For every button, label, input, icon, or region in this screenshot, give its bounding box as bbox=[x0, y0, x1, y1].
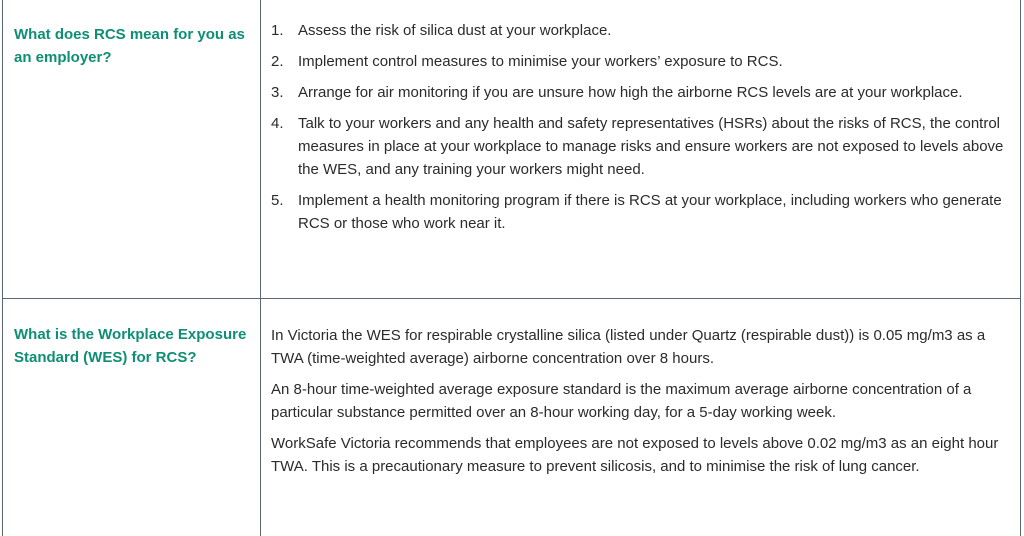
table-row bbox=[3, 299, 1021, 536]
list-item-text: Implement control measures to minimise your workers’ exposure to RCS. bbox=[298, 53, 783, 70]
list-item bbox=[271, 19, 1010, 42]
list-item-text: Assess the risk of silica dust at your workplace. bbox=[298, 22, 612, 39]
list-number: 5. bbox=[271, 192, 284, 209]
list-number: 1. bbox=[271, 22, 284, 39]
list-item bbox=[271, 50, 1010, 73]
list-number: 2. bbox=[271, 53, 284, 70]
answer-cell bbox=[261, 0, 1021, 299]
twa-paragraph: An 8-hour time-weighted average exposure standard is the maximum average airborne concentration of a particular substance permitted over an 8-hour working day, for a 5-day working week. bbox=[271, 381, 972, 421]
table-row bbox=[3, 0, 1021, 299]
question-cell bbox=[3, 299, 261, 536]
question-heading: What is the Workplace Exposure Standard (WES) for RCS? bbox=[14, 326, 247, 366]
recommendation-paragraph: WorkSafe Victoria recommends that employees are not exposed to levels above 0.02 mg/m3 as an eight hour TWA. This is a precautionary measure to prevent silicosis, and to minimise the risk of lung cancer. bbox=[271, 435, 999, 475]
list-item bbox=[271, 189, 1010, 235]
answer-cell bbox=[261, 299, 1021, 536]
list-number: 4. bbox=[271, 115, 284, 132]
list-item bbox=[271, 81, 1010, 104]
question-heading: What does RCS mean for you as an employer? bbox=[14, 26, 245, 66]
question-cell bbox=[3, 0, 261, 299]
list-item-text: Implement a health monitoring program if there is RCS at your workplace, including workers who generate RCS or those who work near it. bbox=[298, 192, 1002, 232]
list-item-text: Talk to your workers and any health and safety representatives (HSRs) about the risks of RCS, the control measures in place at your workplace to manage risks and ensure workers are not exposed to levels above the WES, and any training your workers might need. bbox=[298, 115, 1004, 178]
list-item-text: Arrange for air monitoring if you are unsure how high the airborne RCS levels are at your workplace. bbox=[298, 84, 963, 101]
rcs-info-table bbox=[2, 0, 1021, 536]
employer-steps-list bbox=[271, 19, 1010, 235]
list-number: 3. bbox=[271, 84, 284, 101]
wes-paragraph: In Victoria the WES for respirable crystalline silica (listed under Quartz (respirable dust)) is 0.05 mg/m3 as a TWA (time-weighted average) airborne concentration over 8 hours. bbox=[271, 327, 986, 367]
list-item bbox=[271, 112, 1010, 181]
